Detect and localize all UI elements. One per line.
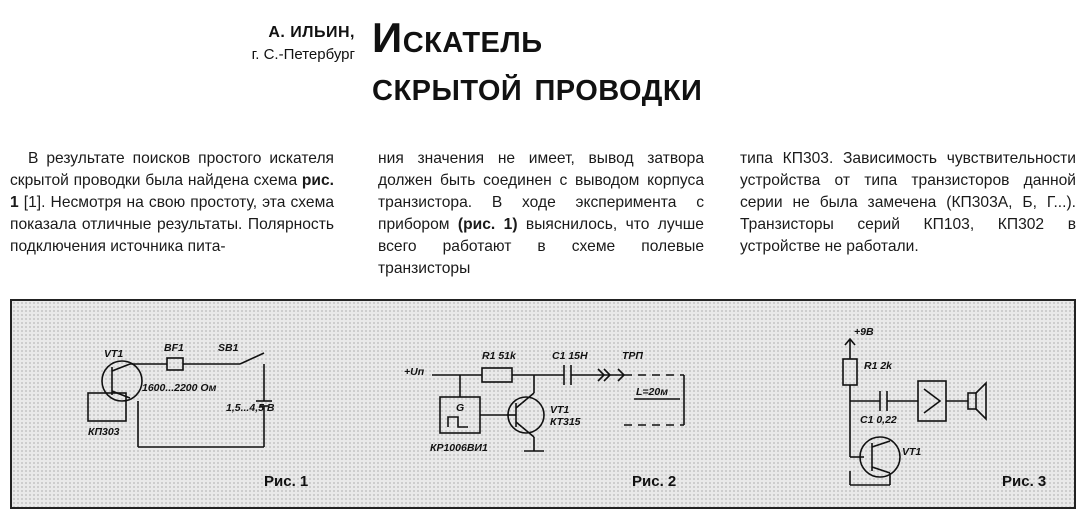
figure-labels [88,326,921,458]
fig2-trp-label: ТРП [622,350,643,362]
article-title [372,14,702,110]
speaker-symbol [968,393,976,409]
fig2-r-label: R1 51k [482,350,516,362]
figure-3-caption: Рис. 3 [1002,473,1047,490]
figure-reference: рис. 1 [10,172,334,211]
resistor-r1 [482,368,512,382]
antenna-plate [88,393,126,421]
fig2-kt-label: КТ315 [550,416,581,428]
fig3-vt-label: VT1 [902,446,922,458]
switch-symbol [240,353,264,364]
fig2-g-label: G [456,402,465,414]
fig1-range-label: 1600...2200 Ом [142,382,217,394]
fig2-un-label: +Uп [404,366,425,378]
transistor-vt1 [860,437,900,477]
author-block [150,24,355,63]
fig3-supply-label: +9В [854,326,874,338]
paragraph-text: [1]. Несмотря на свою простоту, эта схема показала отличные результаты. Полярность подключения источника пита- [10,194,334,255]
schematics-drawing [12,301,1074,507]
fig1-vt-label: VT1 [104,348,124,360]
fig3-r-label: R1 2k [864,360,893,372]
paragraph-text: В результате поисков простого искателя скрытой проводки была найдена схема [10,150,334,189]
paragraph [378,148,704,280]
amplifier-block [918,381,946,421]
fig2-vt-label: VT1 [550,404,570,416]
paragraph [10,148,334,258]
author-city: г. С.-Петербург [251,46,355,63]
author-name: А. ИЛЬИН, [268,24,355,41]
figure-1-schematic [88,339,986,485]
figures-panel [10,299,1076,509]
fig1-voltage-label: 1,5...4,5 В [226,402,275,414]
text-column-3 [740,148,1076,258]
title-line-2: скрытой проводки [372,62,703,109]
fig3-c-label: C1 0,22 [860,414,897,426]
paragraph-text: типа КП303. Зависимость чувствительности устройства от типа транзисторов данной серии не была замечена (КП303А, Б, Г...). Транзисторы серий КП103, КП302 в устройстве не работали. [740,150,1076,255]
figure-1-caption: Рис. 1 [264,473,309,490]
fig1-sb-label: SB1 [218,342,239,354]
fig1-bf-label: BF1 [164,342,184,354]
text-column-1 [10,148,334,258]
fig2-c-label: C1 15H [552,350,588,362]
earphone-symbol [167,358,183,370]
title-line-1: Искатель [372,14,543,61]
fig2-length-label: L=20м [636,386,668,398]
fig1-part-label: КП303 [88,426,120,438]
paragraph-text: выяснилось, что лучше всего работают в схеме полевые транзисторы [378,216,704,277]
paragraph-text: ния значения не имеет, вывод затвора должен быть соединен с выводом корпуса транзистора. В ходе эксперимента с прибором [378,150,704,233]
paragraph [740,148,1076,258]
figure-2-caption: Рис. 2 [632,473,677,490]
resistor-r1 [843,359,857,385]
figure-reference: (рис. 1) [457,216,518,233]
fig2-chip-label: КР1006ВИ1 [430,442,488,454]
text-column-2 [378,148,704,280]
